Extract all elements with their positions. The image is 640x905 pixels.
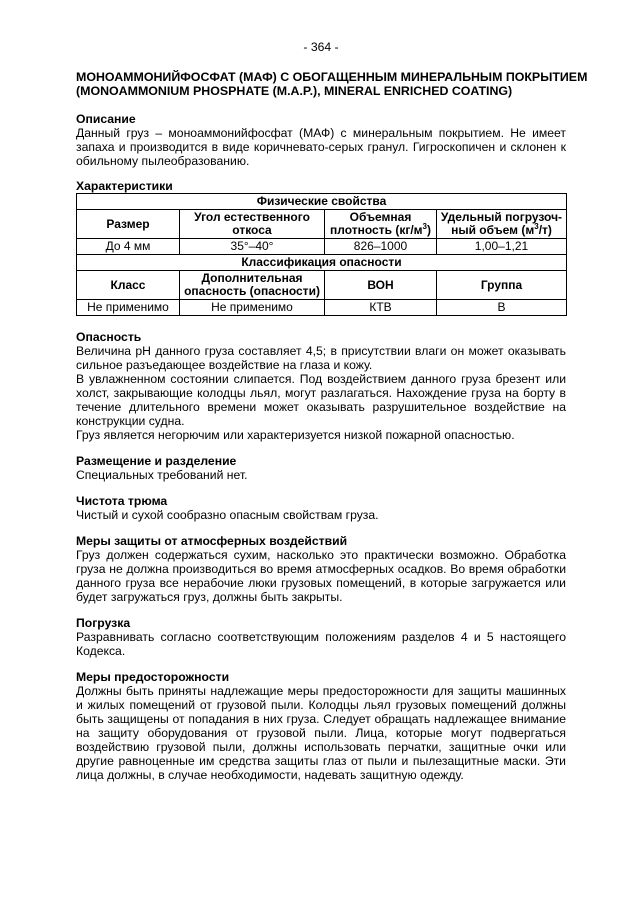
header-density-sup: 3 [422,222,427,231]
header-density-end: ) [426,223,431,237]
section-heading: Меры защиты от атмосферных воздействий [76,534,348,548]
header-class: Класс [77,271,180,300]
cell-mhb: КТВ [325,300,437,316]
header-angle [180,210,325,239]
table-row [77,239,567,255]
header-density-line1: Объемная [349,210,412,224]
header-density [325,210,437,239]
characteristics-table [76,193,567,316]
table-header-row [77,210,567,239]
table-row [77,300,567,316]
title-line-russian: МОНОАММОНИЙФОСФАТ (МАФ) С ОБОГАЩЕННЫМ МИНЕРАЛЬНЫМ ПОКРЫТИЕМ [76,70,588,84]
header-size: Размер [77,210,180,239]
stowage-text: Специальных требований нет. [76,468,248,482]
cell-size: До 4 мм [77,239,180,255]
header-stowage-sup: 3 [534,222,539,231]
document-title [76,70,588,98]
hold-cleanliness-text: Чистый и сухой сообразно опасным свойствам груза. [76,508,379,522]
header-density-line2: плотность (кг/м [330,223,423,237]
table-group-row [77,255,567,271]
precautions-section [76,670,566,782]
section-heading: Опасность [76,330,142,344]
characteristics-heading: Характеристики [76,179,173,193]
physical-properties-title: Физические свойства [77,194,567,210]
section-heading: Чистота трюма [76,494,168,508]
hazard-paragraph: В увлажненном состоянии слипается. Под воздействием данного груза брезент или холст, закрывающие колодцы льял, могут разлагаться. Нахождение груза на борту в течение длительного времени может оказывать разрушительное воздействие на конструкции судна. [76,372,566,428]
header-mhb: ВОН [325,271,437,300]
loading-section [76,616,566,658]
header-stowage-factor [437,210,567,239]
header-stowage-line1: Удельный погрузоч- [440,210,563,224]
cell-angle: 35°–40° [180,239,325,255]
section-heading: Размещение и разделение [76,454,237,468]
description-section [76,112,566,168]
section-heading: Меры предосторожности [76,670,230,684]
header-angle-line2: откоса [232,223,272,237]
hazard-section [76,330,566,442]
hazard-paragraph: Величина pH данного груза составляет 4,5; в присутствии влаги он может оказывать сильное разъедающее воздействие на глаза и кожу. [76,344,566,372]
weather-precautions-section [76,534,566,604]
header-stowage-end: /т) [538,223,552,237]
hazard-paragraph: Груз является негорючим или характеризуется низкой пожарной опасностью. [76,428,515,442]
table-header-row [77,271,567,300]
section-heading: Погрузка [76,616,131,630]
precautions-text: Должны быть приняты надлежащие меры предосторожности для защиты машинных и жилых помещений от грузовой пыли. Колодцы льял грузовых помещений должны быть защищены от попадания в них груза. Следует обращать надлежащее внимание на защиту оборудования от грузовой пыли. Лица, которые могут подвергаться воздействию грузовой пыли, должны использовать перчатки, защитные очки или другие равноценные им средства защиты глаз от пыли и пылезащитные маски. Эти лица должны, в случае необходимости, надевать защитную одежду. [76,684,566,782]
cell-stowage-factor: 1,00–1,21 [437,239,567,255]
header-subsidiary-risk [180,271,325,300]
cell-density: 826–1000 [325,239,437,255]
weather-precautions-text: Груз должен содержаться сухим, насколько это практически возможно. Обработка груза не должна производиться во время атмосферных осадков. Во время обработки данного груза все нерабочие люки грузовых помещений, в которые загружается или будет загружаться груз, должны быть закрыты. [76,548,566,604]
header-subsidiary-line1: Дополнительная [201,271,303,285]
header-subsidiary-line2: опасность (опасности) [184,284,320,298]
header-stowage-line2: ный объем (м [451,223,535,237]
loading-text: Разравнивать согласно соответствующим положениям разделов 4 и 5 настоящего Кодекса. [76,630,566,658]
section-heading: Описание [76,112,136,126]
cell-group: В [437,300,567,316]
description-text: Данный груз – моноаммонийфосфат (МАФ) с минеральным покрытием. Не имеет запаха и производится в виде коричневато-серых гранул. Гигроскопичен и склонен к обильному пылеобразованию. [76,126,566,168]
stowage-section [76,454,566,482]
hazard-classification-title: Классификация опасности [77,255,567,271]
title-line-english: (MONOAMMONIUM PHOSPHATE (M.A.P.), MINERAL ENRICHED COATING) [76,84,513,98]
page-number: - 364 - [303,40,339,54]
cell-class: Не применимо [77,300,180,316]
cell-subsidiary-risk: Не применимо [180,300,325,316]
header-angle-line1: Угол естественного [194,210,310,224]
header-group: Группа [437,271,567,300]
table-group-row [77,194,567,210]
hold-cleanliness-section [76,494,566,522]
